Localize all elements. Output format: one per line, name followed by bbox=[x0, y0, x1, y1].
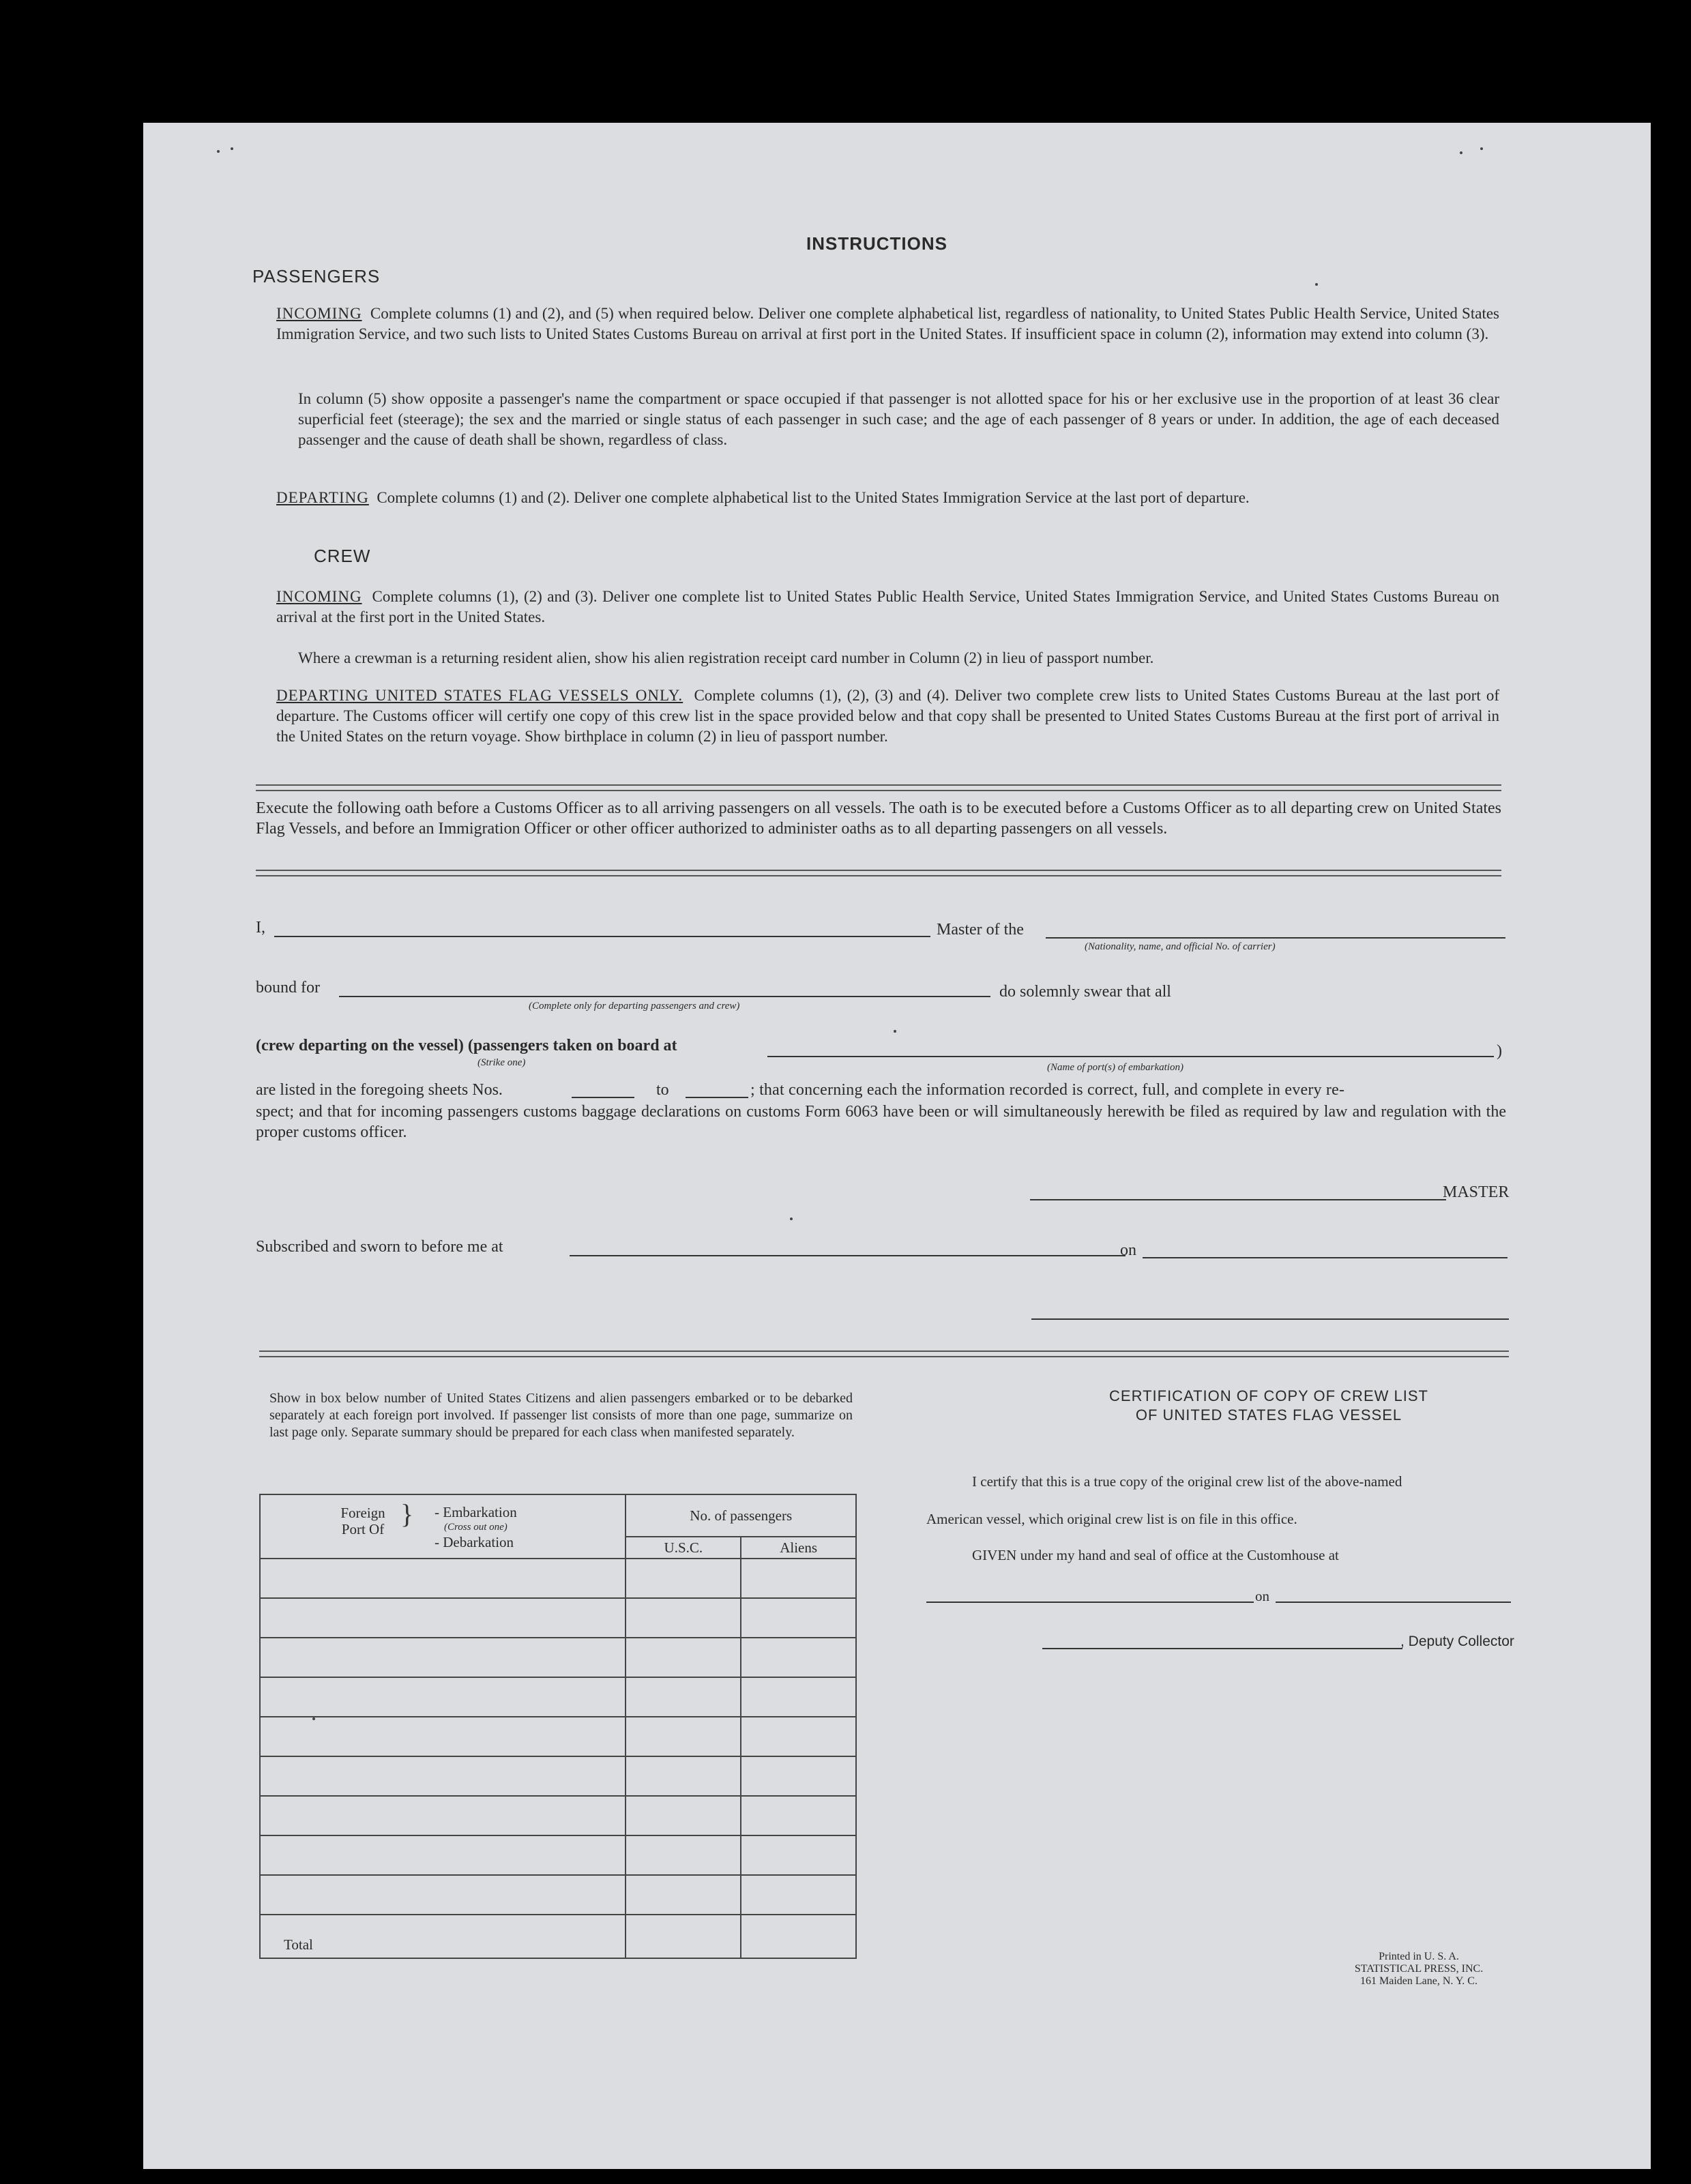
master-signature-field[interactable] bbox=[1030, 1199, 1446, 1200]
crew-departing-text: Complete columns (1), (2), (3) and (4). Deliver two complete crew lists to United States Customs Bureau at the last port of departure. The Customs officer will certify one copy of this crew list in the space provided below and that copy shall be presented to United States Customs Bureau at the first port of arrival in the United States on the return voyage. Show birthplace in column (2) in lieu of passport number. bbox=[276, 687, 1500, 745]
scan-speck bbox=[1315, 283, 1318, 286]
form-page bbox=[143, 123, 1651, 2169]
table-row bbox=[260, 1875, 856, 1915]
port-cell[interactable] bbox=[260, 1598, 626, 1638]
table-row bbox=[260, 1835, 856, 1875]
passengers-column5-paragraph: In column (5) show opposite a passenger's name the compartment or space occupied if that passenger is not allotted space for his or her exclusive use in the proportion of at least 36 clear superficial feet (steerage); the sex and the married or single status of each passenger in such case; and the age of each passenger of 8 years or under. In addition, the age of each deceased passenger and the cause of death shall be shown, regardless of class. bbox=[298, 390, 1499, 448]
passengers-departing-paragraph bbox=[276, 488, 1499, 508]
aliens-cell[interactable] bbox=[741, 1559, 856, 1598]
aliens-cell[interactable] bbox=[741, 1638, 856, 1677]
crew-resident-alien-paragraph: Where a crewman is a returning resident alien, show his alien registration receipt card number in Column (2) in lieu of passport number. bbox=[298, 649, 1154, 666]
aliens-cell[interactable] bbox=[741, 1598, 856, 1638]
usc-cell[interactable] bbox=[626, 1835, 741, 1875]
officer-signature-field[interactable] bbox=[1031, 1318, 1509, 1320]
printer-line-1: Printed in U. S. A. bbox=[1379, 1951, 1459, 1962]
port-cell[interactable] bbox=[260, 1717, 626, 1756]
divider-2 bbox=[256, 870, 1501, 876]
usc-header: U.S.C. bbox=[626, 1537, 741, 1559]
customhouse-field[interactable] bbox=[926, 1602, 1254, 1603]
usc-cell[interactable] bbox=[626, 1875, 741, 1915]
master-signature-label: MASTER bbox=[1443, 1183, 1510, 1201]
subscribed-label: Subscribed and sworn to before me at bbox=[256, 1238, 503, 1256]
table-row bbox=[260, 1598, 856, 1638]
aliens-cell[interactable] bbox=[741, 1835, 856, 1875]
crew-heading: CREW bbox=[314, 546, 371, 566]
cross-out-caption: (Cross out one) bbox=[444, 1522, 508, 1533]
aliens-total-cell[interactable] bbox=[741, 1915, 856, 1958]
sheet-from-field[interactable] bbox=[572, 1097, 634, 1098]
certification-line-1: I certify that this is a true copy of the original crew list of the above-named bbox=[972, 1473, 1402, 1490]
scan-speck bbox=[790, 1218, 793, 1220]
passenger-summary-table bbox=[259, 1494, 857, 1959]
usc-cell[interactable] bbox=[626, 1559, 741, 1598]
port-cell[interactable] bbox=[260, 1559, 626, 1598]
usc-cell[interactable] bbox=[626, 1796, 741, 1835]
port-cell[interactable] bbox=[260, 1638, 626, 1677]
table-row bbox=[260, 1677, 856, 1717]
aliens-cell[interactable] bbox=[741, 1677, 856, 1717]
port-cell[interactable] bbox=[260, 1677, 626, 1717]
printer-imprint bbox=[1323, 1951, 1514, 1988]
passengers-departing-lead: DEPARTING bbox=[276, 489, 369, 506]
certification-line-3: GIVEN under my hand and seal of office at the Customhouse at bbox=[972, 1547, 1339, 1563]
passengers-incoming-lead: INCOMING bbox=[276, 305, 362, 322]
crew-departing-text: (crew departing on the vessel) (passengers taken on board at bbox=[256, 1037, 677, 1054]
total-row bbox=[260, 1915, 856, 1958]
printer-line-2: STATISTICAL PRESS, INC. bbox=[1354, 1963, 1484, 1975]
certification-title-line-1: CERTIFICATION OF COPY OF CREW LIST bbox=[1109, 1387, 1428, 1404]
foreign-port-header bbox=[260, 1494, 626, 1559]
port-cell[interactable] bbox=[260, 1756, 626, 1796]
crew-departing-lead: DEPARTING UNITED STATES FLAG VESSELS ONLY. bbox=[276, 687, 683, 704]
scan-speck bbox=[1480, 147, 1483, 150]
table-row bbox=[260, 1559, 856, 1598]
table-row bbox=[260, 1756, 856, 1796]
debarkation-option[interactable]: - Debarkation bbox=[435, 1534, 514, 1550]
aliens-cell[interactable] bbox=[741, 1756, 856, 1796]
crew-departing-paragraph bbox=[276, 685, 1499, 747]
divider-1 bbox=[256, 784, 1501, 791]
usc-cell[interactable] bbox=[626, 1638, 741, 1677]
embarkation-port-field[interactable] bbox=[767, 1056, 1494, 1057]
sheet-to-field[interactable] bbox=[686, 1097, 748, 1098]
aliens-cell[interactable] bbox=[741, 1796, 856, 1835]
usc-cell[interactable] bbox=[626, 1598, 741, 1638]
aliens-cell[interactable] bbox=[741, 1717, 856, 1756]
deputy-collector-label: , Deputy Collector bbox=[1400, 1634, 1514, 1649]
bound-for-label: bound for bbox=[256, 979, 320, 997]
port-caption: (Name of port(s) of embarkation) bbox=[1047, 1062, 1183, 1073]
aliens-cell[interactable] bbox=[741, 1875, 856, 1915]
bound-for-caption: (Complete only for departing passengers and crew) bbox=[529, 1001, 740, 1012]
instructions-title: INSTRUCTIONS bbox=[806, 233, 947, 254]
scan-speck bbox=[894, 1030, 896, 1033]
embarkation-option[interactable]: - Embarkation bbox=[435, 1504, 517, 1520]
sworn-place-field[interactable] bbox=[570, 1255, 1126, 1256]
no-of-passengers-header: No. of passengers bbox=[626, 1494, 856, 1537]
usc-cell[interactable] bbox=[626, 1756, 741, 1796]
certification-line-2: American vessel, which original crew list is on file in this office. bbox=[926, 1511, 1297, 1527]
carrier-field[interactable] bbox=[1046, 937, 1505, 939]
swear-text: do solemnly swear that all bbox=[999, 983, 1171, 1001]
scan-speck bbox=[231, 147, 233, 150]
carrier-caption: (Nationality, name, and official No. of carrier) bbox=[1085, 941, 1276, 952]
usc-cell[interactable] bbox=[626, 1717, 741, 1756]
summary-instruction: Show in box below number of United States Citizens and alien passengers embarked or to be debarked separately at each foreign port involved. If passenger list consists of more than one page, summarize on last page only. Separate summary should be prepared for each class when manifested separately. bbox=[269, 1391, 853, 1440]
foreign-port-of: Foreign Port Of bbox=[340, 1505, 385, 1537]
certification-date-field[interactable] bbox=[1276, 1602, 1511, 1603]
sworn-date-field[interactable] bbox=[1143, 1257, 1508, 1258]
divider-3 bbox=[259, 1351, 1509, 1357]
oath-i-label: I, bbox=[256, 919, 265, 936]
usc-cell[interactable] bbox=[626, 1677, 741, 1717]
listed-text-3: spect; and that for incoming passengers customs baggage declarations on customs Form 6063 have been or will simultaneously herewith be filed as required by law and regulation with the proper customs officer. bbox=[256, 1103, 1506, 1141]
crew-incoming-lead: INCOMING bbox=[276, 588, 362, 605]
aliens-header: Aliens bbox=[741, 1537, 856, 1559]
port-cell[interactable] bbox=[260, 1796, 626, 1835]
embark-debark-options bbox=[435, 1505, 517, 1550]
table-row bbox=[260, 1796, 856, 1835]
printer-line-3: 161 Maiden Lane, N. Y. C. bbox=[1360, 1975, 1477, 1987]
crew-incoming-paragraph bbox=[276, 587, 1499, 628]
oath-instruction: Execute the following oath before a Customs Officer as to all arriving passengers on all vessels. The oath is to be executed before a Customs Officer as to all departing crew on United States Flag Vessels, and before an Immigration Officer or other officer authorized to administer oaths as to all departing passengers on all vessels. bbox=[256, 799, 1501, 838]
brace-icon: } bbox=[400, 1499, 414, 1529]
scan-speck bbox=[1460, 151, 1462, 154]
sworn-on-label: on bbox=[1120, 1241, 1136, 1259]
passengers-incoming-paragraph bbox=[276, 304, 1499, 344]
master-name-field[interactable] bbox=[274, 936, 930, 937]
scan-speck bbox=[312, 1717, 315, 1720]
master-of-the-label: Master of the bbox=[937, 921, 1024, 939]
listed-to: to bbox=[656, 1081, 669, 1099]
usc-total-cell[interactable] bbox=[626, 1915, 741, 1958]
port-cell[interactable] bbox=[260, 1875, 626, 1915]
table-row bbox=[260, 1717, 856, 1756]
deputy-collector-signature-field[interactable] bbox=[1042, 1648, 1402, 1649]
certification-title-line-2: OF UNITED STATES FLAG VESSEL bbox=[1135, 1406, 1402, 1423]
listed-text-2: ; that concerning each the information recorded is correct, full, and complete in every re- bbox=[750, 1081, 1345, 1099]
passengers-incoming-text: Complete columns (1) and (2), and (5) when required below. Deliver one complete alphabetical list, regardless of nationality, to United States Public Health Service, United States Immigration Service, and two such lists to United States Customs Bureau on arrival at first port in the United States. If insufficient space in column (2), information may extend into column (3). bbox=[276, 305, 1500, 342]
certification-on-label: on bbox=[1255, 1588, 1269, 1604]
passengers-heading: PASSENGERS bbox=[252, 266, 381, 286]
scan-speck bbox=[217, 150, 220, 153]
strike-one-caption: (Strike one) bbox=[477, 1057, 526, 1068]
certification-title bbox=[1023, 1387, 1514, 1425]
table-row bbox=[260, 1638, 856, 1677]
passengers-departing-text: Complete columns (1) and (2). Deliver one complete alphabetical list to the United States Immigration Service at the last port of departure. bbox=[377, 489, 1250, 506]
bound-for-field[interactable] bbox=[339, 996, 990, 997]
crew-incoming-text: Complete columns (1), (2) and (3). Deliver one complete list to United States Public Health Service, United States Immigration Service, and United States Customs Bureau on arrival at the first port in the United States. bbox=[276, 588, 1500, 625]
total-label: Total bbox=[260, 1915, 626, 1958]
port-cell[interactable] bbox=[260, 1835, 626, 1875]
close-paren: ) bbox=[1497, 1042, 1502, 1060]
listed-text-1: are listed in the foregoing sheets Nos. bbox=[256, 1081, 503, 1099]
